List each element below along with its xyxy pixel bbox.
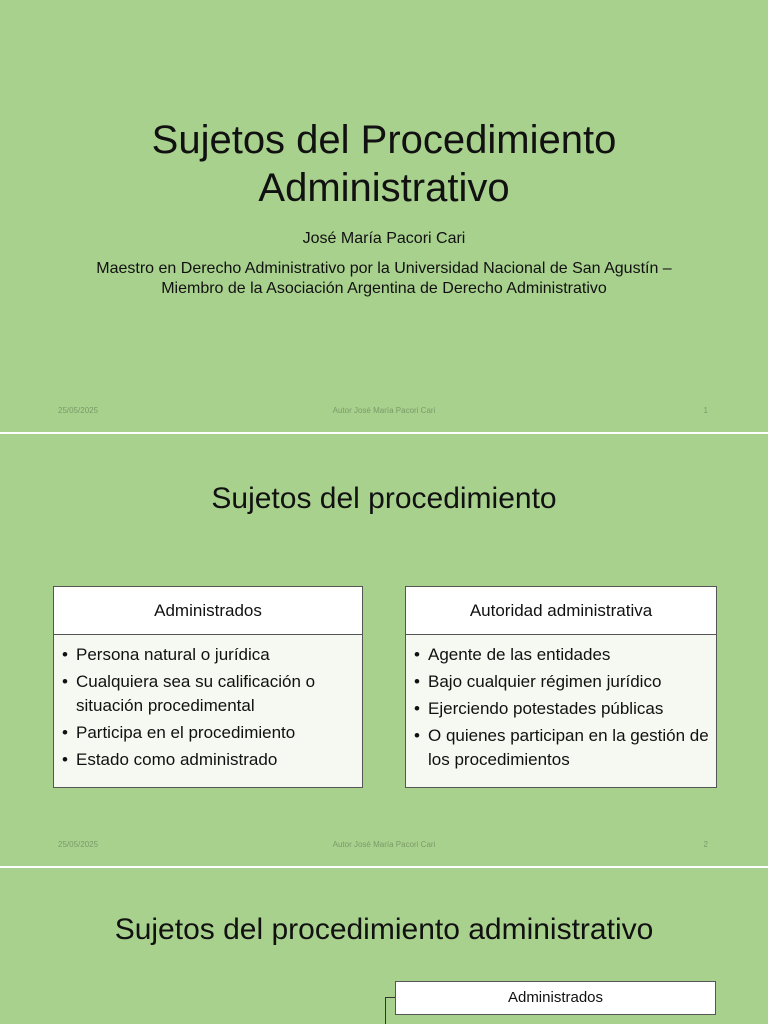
- list-item: • Ejerciendo potestades públicas: [414, 697, 710, 721]
- author-name: José María Pacori Cari: [302, 230, 466, 247]
- box-list: [406, 635, 716, 772]
- list-item: • O quienes participan en la gestión de los procedimientos: [414, 724, 710, 772]
- diagram-connector: [385, 997, 395, 998]
- list-item: • Bajo cualquier régimen jurídico: [414, 670, 710, 694]
- footer-page-number: 2: [703, 840, 708, 849]
- list-item: • Estado como administrado: [62, 748, 356, 772]
- list-item: • Persona natural o jurídica: [62, 643, 356, 667]
- footer-page-number: 1: [703, 406, 708, 415]
- footer-date: 25/05/2025: [58, 840, 99, 849]
- slide-title: Sujetos del procedimiento administrativo: [114, 913, 654, 946]
- list-item: • Cualquiera sea su calificación o situación procedimental: [62, 670, 356, 718]
- slide-1: [0, 0, 768, 432]
- slide-title: Sujetos del procedimiento: [211, 482, 557, 515]
- slide-title-line: Sujetos del Procedimiento: [151, 118, 617, 162]
- box-heading: Autoridad administrativa: [406, 587, 716, 635]
- box-list: [54, 635, 362, 772]
- slide-2: [0, 434, 768, 866]
- diagram-connector: [385, 997, 386, 1024]
- list-item: • Agente de las entidades: [414, 643, 710, 667]
- autoridad-administrativa-box: [405, 586, 717, 788]
- administrados-node: Administrados: [395, 981, 716, 1015]
- box-heading: Administrados: [54, 587, 362, 635]
- slide-title: [60, 116, 708, 212]
- slide-3: [0, 868, 768, 1024]
- list-item: • Participa en el procedimiento: [62, 721, 356, 745]
- administrados-box: [53, 586, 363, 788]
- footer-author: Autor José María Pacori Cari: [332, 840, 436, 849]
- slide-title-line: Administrativo: [258, 166, 510, 210]
- footer-author: Autor José María Pacori Cari: [332, 406, 436, 415]
- footer-date: 25/05/2025: [58, 406, 99, 415]
- author-description: Maestro en Derecho Administrativo por la Universidad Nacional de San Agustín – Miembro de la Asociación Argentina de Derecho Administrativo: [96, 260, 672, 297]
